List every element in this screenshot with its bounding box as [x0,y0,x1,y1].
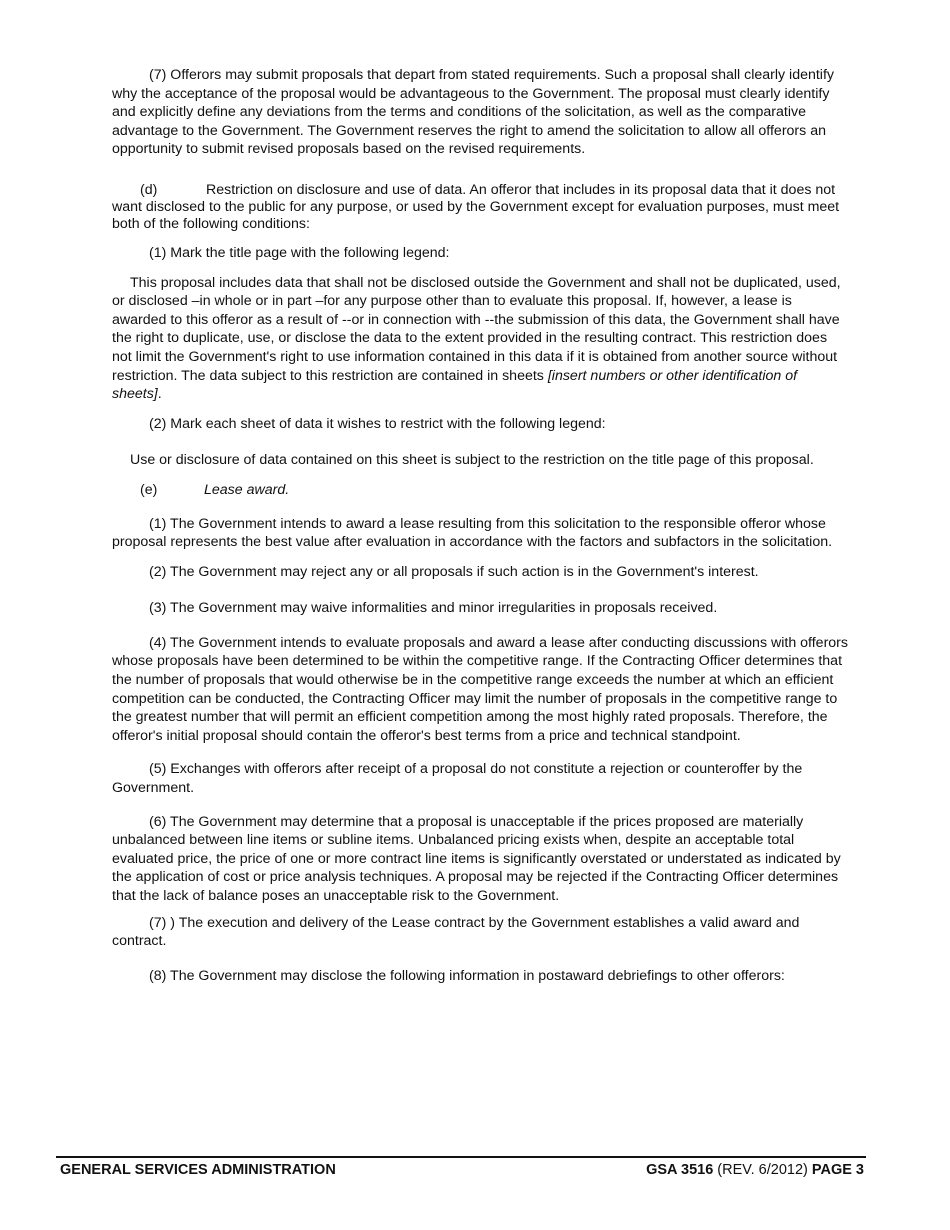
footer-page-number: PAGE 3 [811,1162,864,1178]
paragraph-e5: (5) Exchanges with offerors after receipt of a proposal do not constitute a rejection or counteroffer by the Government. [112,761,803,797]
paragraph-e4: (4) The Government intends to evaluate proposals and award a lease after conducting discussions with offerors whose proposals have been determined to be within the competitive range. If the Contracting Officer determines that the number of proposals that would otherwise be in the competitive range exceeds the number at which an efficient competition can be conducted, the Contracting Officer may limit the number of proposals in the competitive range to the greatest number that will permit an efficient competition among the most highly rated proposals. Therefore, the offeror's initial proposal should contain the offeror's best terms from a price and technical standpoint. [112,634,848,744]
paragraph-e6: (6) The Government may determine that a proposal is unacceptable if the prices proposed are materially unbalanced between line items or subline items. Unbalanced pricing exists when, despite an acceptable total evaluated price, the price of one or more contract line items is significantly overstated or understated as indicated by the application of cost or price analysis techniques. A proposal may be rejected if the Contracting Officer determines that the lack of balance poses an unacceptable risk to the Government. [112,813,841,904]
section-e-title: Lease award. [204,481,290,498]
paragraph-c7: (7) Offerors may submit proposals that depart from stated requirements. Such a proposal shall clearly identify why the acceptance of the proposal would be advantageous to the Government. The proposal must clearly identify and explicitly define any deviations from the terms and conditions of the solicitation, as well as the comparative advantage to the Government. The Government reserves the right to amend the solicitation to allow all offerors an opportunity to submit revised proposals based on the revised requirements. [112,67,834,158]
footer-form-number: GSA 3516 [646,1162,714,1178]
document-body [112,66,850,985]
footer-divider [56,1156,866,1158]
section-d-text: Restriction on disclosure and use of data. An offeror that includes in its proposal data that it does not want disclosed to the public for any purpose, or used by the Government except for evaluation purposes, must meet both of the following conditions: [112,181,840,232]
footer-agency: GENERAL SERVICES ADMINISTRATION [60,1162,336,1178]
section-e-label: (e) [140,481,158,498]
legend-each-sheet: Use or disclosure of data contained on this sheet is subject to the restriction on the title page of this proposal. [130,452,814,469]
paragraph-e1: (1) The Government intends to award a lease resulting from this solicitation to the responsible offeror whose proposal represents the best value after evaluation in accordance with the factors and subfactors in the solicitation. [112,515,833,551]
footer-form-info [646,1161,864,1180]
legend-title-page [112,274,850,404]
footer-revision: (REV. 6/2012) [717,1162,808,1178]
paragraph-e2: (2) The Government may reject any or all proposals if such action is in the Government's interest. [149,563,759,580]
paragraph-d2: (2) Mark each sheet of data it wishes to restrict with the following legend: [149,415,606,432]
paragraph-e7: (7) ) The execution and delivery of the Lease contract by the Government establishes a valid award and contract. [112,914,800,950]
paragraph-e3: (3) The Government may waive informalities and minor irregularities in proposals received. [149,600,718,617]
paragraph-d [112,182,850,233]
paragraph-e [112,481,850,500]
paragraph-d1: (1) Mark the title page with the following legend: [149,244,450,261]
section-d-label: (d) [140,181,158,198]
legend-title-page-italic: [insert numbers or other identification of sheets] [112,367,798,403]
paragraph-e8: (8) The Government may disclose the following information in postaward debriefings to other offerors: [149,967,785,984]
legend-title-page-end: . [157,386,162,403]
legend-title-page-text: This proposal includes data that shall not be disclosed outside the Government and shall not be duplicated, used, or disclosed –in whole or in part –for any purpose other than to evaluate this proposal. If, however, a lease is awarded to this offeror as a result of --or in connection with --the submission of this data, the Government shall have the right to duplicate, use, or disclose the data to the extent provided in the resulting contract. This restriction does not limit the Government's right to use information contained in this data if it is obtained from another source without restriction. The data subject to this restriction are contained in sheets [112,274,841,384]
